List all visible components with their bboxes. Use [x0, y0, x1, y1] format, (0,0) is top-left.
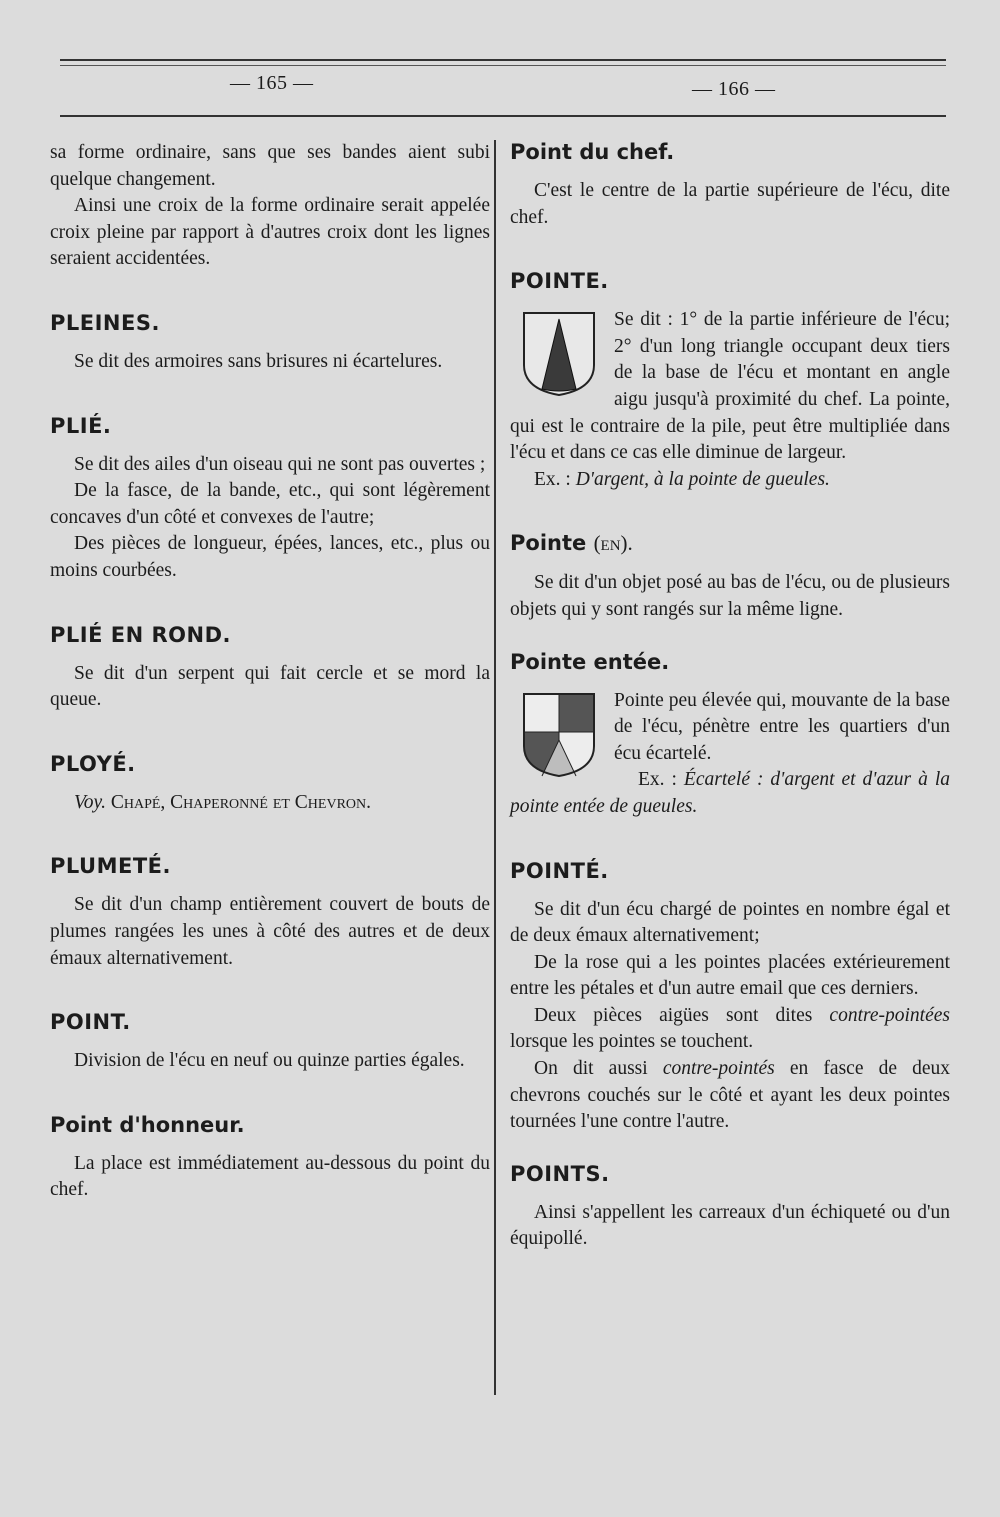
- page-number-right: — 166 —: [692, 78, 776, 100]
- entry-text-pointe-accent-2: De la rose qui a les pointes placées extérieurement entre les pétales et d'un autre email que ces derniers.: [510, 951, 950, 1000]
- entry-text-point-honneur: La place est immédiatement au-dessous du point du chef.: [50, 1152, 490, 1201]
- intro-text-2: Ainsi une croix de la forme ordinaire serait appelée croix pleine par rapport à d'autres croix dont les lignes seraient accidentées.: [50, 195, 490, 270]
- entry-title-point-chef: Point du chef.: [510, 140, 675, 164]
- text-4a: On dit aussi: [534, 1058, 648, 1080]
- entry-text-point-chef: C'est le centre de la partie supérieure de l'écu, dite chef.: [510, 180, 950, 228]
- entry-title-pointe-en: [510, 531, 950, 556]
- entry-title-pointe-entee: Pointe entée.: [510, 649, 670, 674]
- entry-text-pointe-accent-4: [510, 1056, 950, 1136]
- entry-title-point: POINT.: [50, 1010, 131, 1035]
- entry-title-pointe-accent: POINTÉ.: [510, 858, 609, 883]
- entry-text-ploye: [50, 790, 490, 817]
- column-divider: [494, 140, 496, 1395]
- entry-title-pleines: PLEINES.: [50, 310, 160, 335]
- entry-text-points: Ainsi s'appellent les carreaux d'un échiqueté ou d'un équipollé.: [510, 1201, 950, 1250]
- entry-title-points: POINTS.: [510, 1161, 610, 1186]
- entry-text-pointe-en: Se dit d'un objet posé au bas de l'écu, ou de plusieurs objets qui y sont rangés sur la même ligne.: [510, 572, 950, 620]
- entry-text-pointe-entee: Pointe peu élevée qui, mouvante de la base de l'écu, pénètre entre les quartiers d'un écu écartelé.: [614, 689, 950, 764]
- pointe-en-word: Pointe: [510, 531, 587, 556]
- top-rule: [60, 59, 946, 61]
- entry-text-point: Division de l'écu en neuf ou quinze parties égales.: [74, 1050, 465, 1072]
- shield-pointe-icon: [520, 309, 598, 397]
- entry-text-plie-en-rond: Se dit d'un serpent qui fait cercle et se mord la queue.: [50, 662, 490, 711]
- left-column: [50, 140, 490, 1204]
- entry-pointe-entee-block: [510, 688, 950, 821]
- text-3b: contre-pointées: [829, 1004, 950, 1026]
- entry-text-pleines: Se dit des armoires sans brisures ni écartelures.: [74, 350, 443, 372]
- shield-pointe-entee-icon: [520, 690, 598, 778]
- entry-text-plie-2: De la fasce, de la bande, etc., qui sont légèrement concaves d'un côté et convexes de l'autre;: [50, 480, 490, 528]
- intro-text-1: sa forme ordinaire, sans que ses bandes aient subi quelque changement.: [50, 142, 490, 190]
- entry-title-plie-en-rond: PLIÉ EN ROND.: [50, 622, 231, 647]
- page-number-left: — 165 —: [230, 72, 314, 94]
- entry-text-plie-1: Se dit des ailes d'un oiseau qui ne sont pas ouvertes ;: [74, 453, 486, 475]
- entry-ex-pointe: [510, 467, 950, 494]
- text-3a: Deux pièces aigües sont dites: [534, 1004, 813, 1026]
- text-4c: en fasce de deux chevrons couchés sur le côté et ayant les deux pointes tournées l'une contre l'autre.: [510, 1058, 951, 1133]
- entry-title-ploye: PLOYÉ.: [50, 751, 136, 776]
- header-rule: [60, 115, 946, 117]
- ex-label-2: Ex. :: [638, 769, 677, 791]
- ex-label: Ex. :: [534, 468, 571, 490]
- entry-title-plumete: PLUMETÉ.: [50, 854, 171, 879]
- entry-pointe-block: [510, 307, 950, 493]
- entry-text-plumete: Se dit d'un champ entièrement couvert de bouts de plumes rangées les unes à côté des autres et de deux émaux alternativement.: [50, 894, 490, 969]
- voy-abbrev: Voy.: [74, 791, 106, 813]
- ex-pointe-entee-text: Écartelé : d'argent et d'azur à la pointe entée de gueules.: [510, 769, 950, 817]
- text-3c: lorsque les pointes se touchent.: [510, 1031, 754, 1053]
- pointe-en-suffix: (en).: [593, 531, 633, 556]
- ex-pointe-text: D'argent, à la pointe de gueules.: [575, 468, 830, 490]
- entry-text-pointe: Se dit : 1° de la partie inférieure de l'écu; 2° d'un long triangle occupant deux tiers de la base de l'écu et montant en angle aigu jusqu'à proximité du chef. La pointe, qui est le contraire de la pile, peut être multipliée dans l'écu et dans ce cas elle diminue de largeur.: [510, 309, 950, 464]
- entry-text-pointe-accent-3: [510, 1003, 950, 1056]
- entry-title-pointe: POINTE.: [510, 269, 609, 294]
- entry-text-plie-3: Des pièces de longueur, épées, lances, etc., plus ou moins courbées.: [50, 533, 490, 581]
- text-4b: contre-pointés: [662, 1058, 775, 1080]
- right-column: [510, 140, 950, 1253]
- entry-text-pointe-accent-1: Se dit d'un écu chargé de pointes en nombre égal et de deux émaux alternativement;: [510, 898, 950, 947]
- entry-title-point-honneur: Point d'honneur.: [50, 1112, 245, 1137]
- entry-title-plie: PLIÉ.: [50, 413, 112, 438]
- top-rule-thin: [60, 65, 946, 66]
- ploye-refs: Chapé, Chaperonné et Chevron.: [110, 791, 372, 813]
